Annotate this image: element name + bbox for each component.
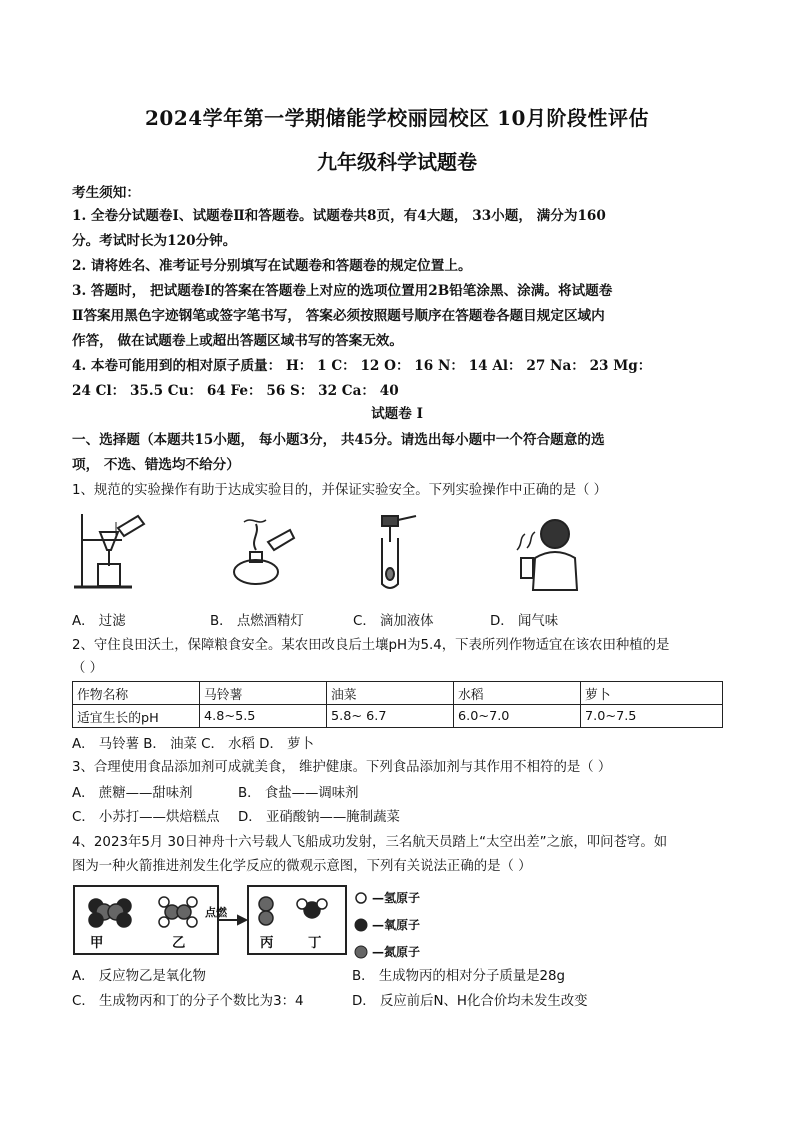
q4-option-c: C． 生成物丙和丁的分子个数比为3：4 (72, 994, 304, 1009)
q3-option-d: D． 亚硝酸钠——腌制蔬菜 (238, 810, 400, 825)
q2-stem: 2、守住良田沃土，保障粮食安全。某农田改良后土壤pH为5.4，下表所列作物适宜在该农田种植的是 (72, 638, 670, 653)
q3-option-a: A． 蔗糖——甜味剂 (72, 786, 193, 801)
table-cell: 作物名称 (73, 682, 200, 705)
table-cell: 油菜 (327, 682, 454, 705)
legend-label: —氢原子 (372, 891, 421, 905)
dropper-test-tube-icon (372, 512, 422, 592)
hydrogen-atom-icon (354, 891, 368, 905)
section-instruction: 一、选择题（本题共15小题， 每小题3分， 共45分。请选出每小题中一个符合题意的选 (72, 432, 605, 448)
notice-line: 3. 答题时， 把试题卷Ⅰ的答案在答题卷上对应的选项位置用2B铅笔涂黑、涂满。将试题卷 (72, 283, 613, 299)
legend-item (354, 911, 420, 938)
notice-line: 作答， 做在试题卷上或超出答题区域书写的答案无效。 (72, 333, 403, 349)
notice-line: 24 Cl： 35.5 Cu： 64 Fe： 56 S： 32 Ca： 40 (72, 383, 399, 399)
notice-line: Ⅱ答案用黑色字迹钢笔或签字笔书写， 答案必须按照题号顺序在答题卷各题目规定区域内 (72, 308, 605, 324)
reactant-a-label: 甲 (90, 936, 104, 951)
q4-option-d: D． 反应前后N、H化合价均未发生改变 (352, 994, 588, 1009)
notice-heading: 考生须知： (72, 185, 140, 201)
q2-stem-bracket: （ ） (72, 661, 104, 676)
q3-stem: 3、合理使用食品添加剂可成就美食， 维护健康。下列食品添加剂与其作用不相符的是（ ） (72, 760, 612, 775)
table-cell: 适宜生长的pH (73, 705, 200, 728)
table-cell: 7.0~7.5 (581, 705, 723, 728)
q3-option-c: C． 小苏打——烘焙糕点 (72, 810, 220, 825)
table-cell: 萝卜 (581, 682, 723, 705)
table-cell: 6.0~7.0 (454, 705, 581, 728)
legend-item (354, 938, 420, 965)
q1-option-a: A． 过滤 (72, 614, 126, 629)
product-a-label: 丙 (260, 936, 274, 951)
q4-option-b: B． 生成物丙的相对分子质量是28g (352, 969, 566, 984)
notice-line: 2. 请将姓名、准考证号分别填写在试题卷和答题卷的规定位置上。 (72, 258, 472, 274)
q2-options: A． 马铃薯 B． 油菜 C． 水稻 D． 萝卜 (72, 737, 314, 752)
atom-legend (354, 884, 420, 965)
notice-line: 1. 全卷分试题卷Ⅰ、试题卷Ⅱ和答题卷。试题卷共8页，有4大题， 33小题， 满分为160 (72, 208, 606, 224)
section-instruction: 项， 不选、错选均不给分） (72, 457, 240, 473)
legend-item (354, 884, 420, 911)
q1-option-c: C． 滴加液体 (353, 614, 434, 629)
q1-option-d: D． 闻气味 (490, 614, 559, 629)
legend-label: —氧原子 (372, 918, 421, 932)
exam-title: 2024学年第一学期储能学校丽园校区 10月阶段性评估 (145, 106, 649, 130)
legend-label: —氮原子 (372, 945, 421, 959)
product-b-label: 丁 (308, 936, 322, 951)
filtration-apparatus-icon (72, 510, 152, 592)
table-row (73, 682, 723, 705)
table-cell: 4.8~5.5 (200, 705, 327, 728)
section-label: 试题卷 Ⅰ (371, 406, 423, 422)
q4-option-a: A． 反应物乙是氧化物 (72, 969, 206, 984)
q1-stem: 1、规范的实验操作有助于达成实验目的，并保证实验安全。下列实验操作中正确的是（ ） (72, 483, 608, 498)
notice-line: 分。考试时长为120分钟。 (72, 233, 237, 249)
q3-option-b: B． 食盐——调味剂 (238, 786, 359, 801)
ph-table (72, 681, 723, 728)
reactant-b-label: 乙 (172, 936, 186, 951)
smelling-gas-icon (505, 510, 585, 594)
table-row (73, 705, 723, 728)
q4-stem: 图为一种火箭推进剂发生化学反应的微观示意图，下列有关说法正确的是（ ） (72, 859, 532, 874)
q1-option-b: B． 点燃酒精灯 (210, 614, 304, 629)
table-cell: 马铃薯 (200, 682, 327, 705)
alcohol-lamp-icon (228, 512, 298, 592)
exam-subtitle: 九年级科学试题卷 (317, 150, 477, 174)
reaction-condition-label: 点燃 (205, 906, 227, 919)
oxygen-atom-icon (354, 918, 368, 932)
table-cell: 水稻 (454, 682, 581, 705)
table-cell: 5.8~ 6.7 (327, 705, 454, 728)
q4-stem: 4、2023年5月 30日神舟十六号载人飞船成功发射，三名航天员踏上“太空出差”之旅，叩问苍穹。如 (72, 835, 668, 850)
nitrogen-atom-icon (354, 945, 368, 959)
notice-line: 4. 本卷可能用到的相对原子质量： H： 1 C： 12 O： 16 N： 14 Al： 27 Na： 23 Mg： (72, 358, 652, 374)
